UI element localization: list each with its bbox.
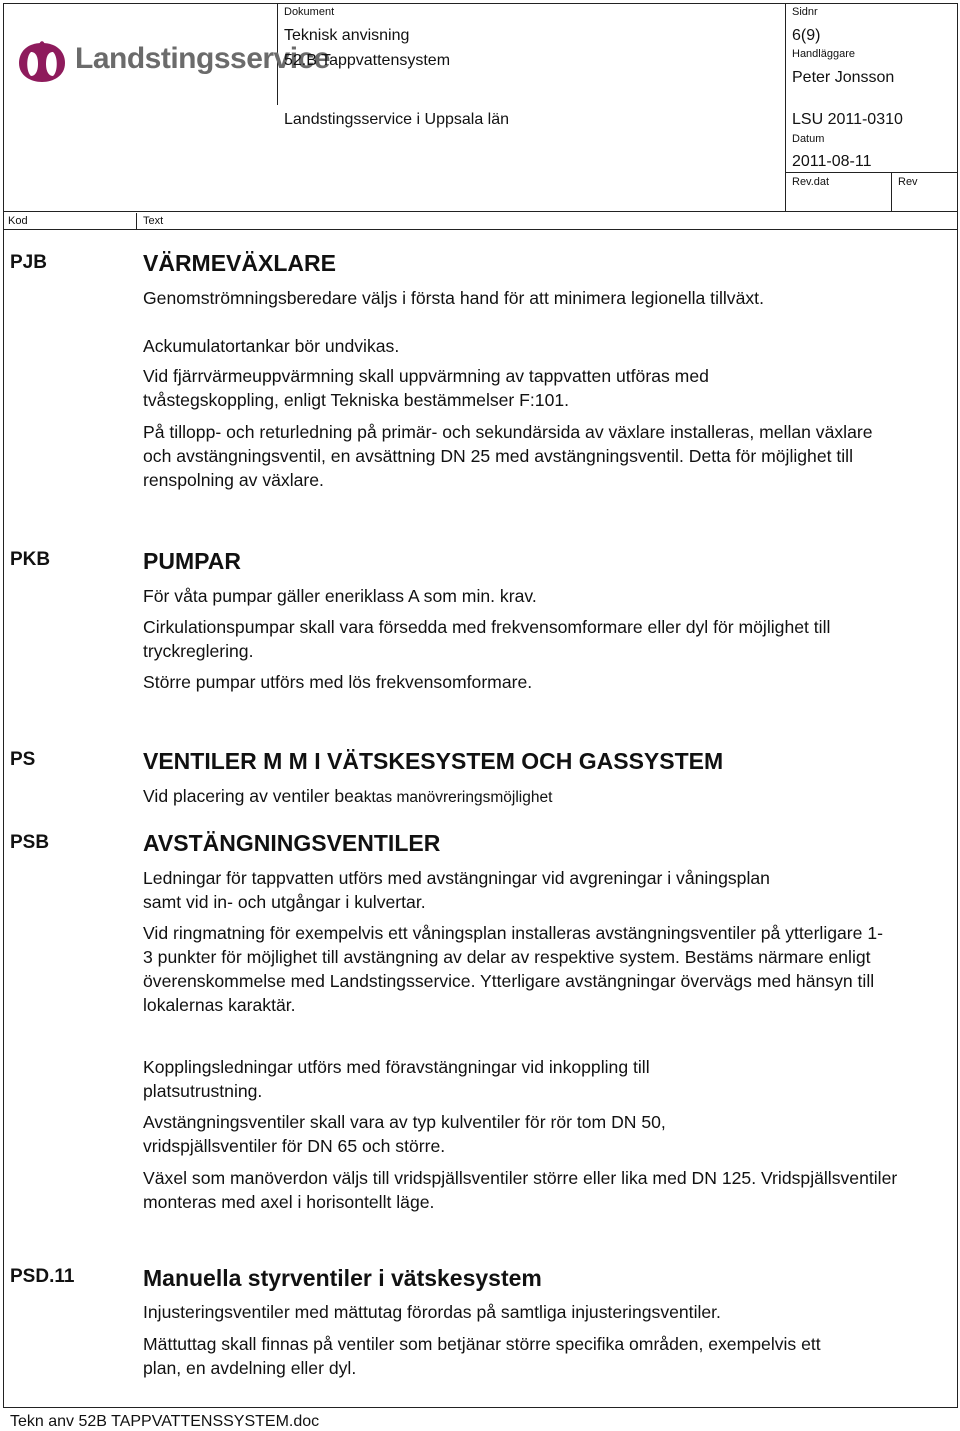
pkb-paragraph-1: För våta pumpar gäller eneriklass A som min. krav.: [143, 586, 537, 606]
handlaggare-value: Peter Jonsson: [792, 69, 895, 86]
psb-paragraph-3: Kopplingsledningar utförs med föravstängningar vid inkoppling till platsutrustning.: [143, 1057, 650, 1101]
psb-paragraph-2: Vid ringmatning för exempelvis ett våningsplan installeras avstängningsventiler på ytterligare 1-3 punkter för möjlighet till avstängning av delar av respektive system. Bestäms närmare enligt överenskommelse med Landstingsservice. Ytterligare avstängningar övervägs med hänsyn till lokalernas karaktär.: [143, 923, 883, 1015]
frame-top-line: [3, 3, 958, 4]
column-header-line: [3, 229, 958, 230]
header-divider-vertical-2: [785, 3, 786, 211]
code-ps: PS: [10, 749, 36, 770]
pkb-paragraph-2: Cirkulationspumpar skall vara försedda med frekvensomformare eller dyl för möjlighet till tryckreglering.: [143, 617, 831, 661]
pjb-paragraph-2: Ackumulatortankar bör undvikas.: [143, 336, 400, 356]
logo-text: Landstingsservice: [75, 42, 330, 75]
datum-value: 2011-08-11: [792, 153, 872, 170]
frame-left-line: [3, 3, 4, 1408]
sidnr-value: 6(9): [792, 27, 821, 44]
rev-divider-horizontal: [785, 172, 958, 173]
datum-label: Datum: [792, 133, 825, 145]
dokument-label: Dokument: [284, 6, 335, 18]
header-bottom-line: [3, 211, 958, 212]
frame-right-line: [957, 3, 958, 1408]
frame-bottom-line: [3, 1407, 958, 1408]
psd-paragraph-2: Mättuttag skall finnas på ventiler som betjänar större specifika områden, exempelvis ett plan, en avdelning eller dyl.: [143, 1334, 821, 1378]
psb-paragraph-5: Växel som manöverdon väljs till vridspjällsventiler större eller lika med DN 125. Vridspjällsventiler monteras med axel i horisontellt läge.: [143, 1168, 898, 1212]
code-psb: PSB: [10, 832, 50, 853]
heading-varmevaxlare: VÄRMEVÄXLARE: [143, 250, 336, 276]
pjb-paragraph-1: Genomströmningsberedare väljs i första hand för att minimera legionella tillväxt.: [143, 288, 764, 308]
heading-avstangningsventiler: AVSTÄNGNINGSVENTILER: [143, 830, 441, 856]
pjb-paragraph-3: Vid fjärrvärmeuppvärmning skall uppvärmning av tappvatten utföras med tvåstegskoppling, enligt Tekniska bestämmelser F:101.: [143, 366, 709, 410]
heading-manuella-styrventiler: Manuella styrventiler i vätskesystem: [143, 1265, 542, 1291]
heading-pumpar: PUMPAR: [143, 548, 241, 574]
dokument-subtitle: 52.B Tappvattensystem: [284, 52, 451, 69]
code-psd-11: PSD.11: [10, 1266, 75, 1287]
column-divider: [136, 213, 137, 229]
ps-subtitle-part-b: ktas manövreringsmöjlighet: [363, 789, 553, 806]
ps-subtitle: [143, 784, 893, 810]
dokument-title: Teknisk anvisning: [284, 27, 410, 44]
diarienummer: LSU 2011-0310: [792, 111, 903, 128]
code-pkb: PKB: [10, 549, 51, 570]
heading-ventiler: VENTILER M M I VÄTSKESYSTEM OCH GASSYSTEM: [143, 748, 724, 774]
sidnr-label: Sidnr: [792, 6, 818, 18]
footer-filename: Tekn anv 52B TAPPVATTENSSYSTEM.doc: [10, 1413, 320, 1430]
handlaggare-label: Handläggare: [792, 48, 855, 60]
revdat-label: Rev.dat: [792, 176, 830, 188]
pkb-paragraph-3: Större pumpar utförs med lös frekvensomformare.: [143, 672, 533, 692]
code-pjb: PJB: [10, 252, 47, 273]
column-header-text: Text: [143, 215, 164, 227]
pjb-paragraph-4: På tillopp- och returledning på primär- och sekundärsida av växlare installeras, mellan växlare och avstängningsventil, en avsättning DN 25 med avstängningsventil. Detta för möjlighet till renspolning av växlare.: [143, 422, 873, 490]
rev-label: Rev: [898, 176, 918, 188]
psb-paragraph-1: Ledningar för tappvatten utförs med avstängningar vid avgreningar i våningsplan samt vid in- och utgångar i kulvertar.: [143, 868, 770, 912]
company-logo: [17, 38, 330, 84]
psd-paragraph-1: Injusteringsventiler med mättutag förordas på samtliga injusteringsventiler.: [143, 1302, 721, 1322]
ps-subtitle-part-a: Vid placering av ventiler bea: [143, 786, 364, 806]
organization: Landstingsservice i Uppsala län: [284, 111, 510, 128]
psb-paragraph-4: Avstängningsventiler skall vara av typ kulventiler för rör tom DN 50, vridspjällsventiler för DN 65 och större.: [143, 1112, 666, 1156]
logo-mark-icon: [17, 38, 67, 84]
rev-divider-vertical: [891, 172, 892, 211]
column-header-kod: Kod: [8, 215, 28, 227]
